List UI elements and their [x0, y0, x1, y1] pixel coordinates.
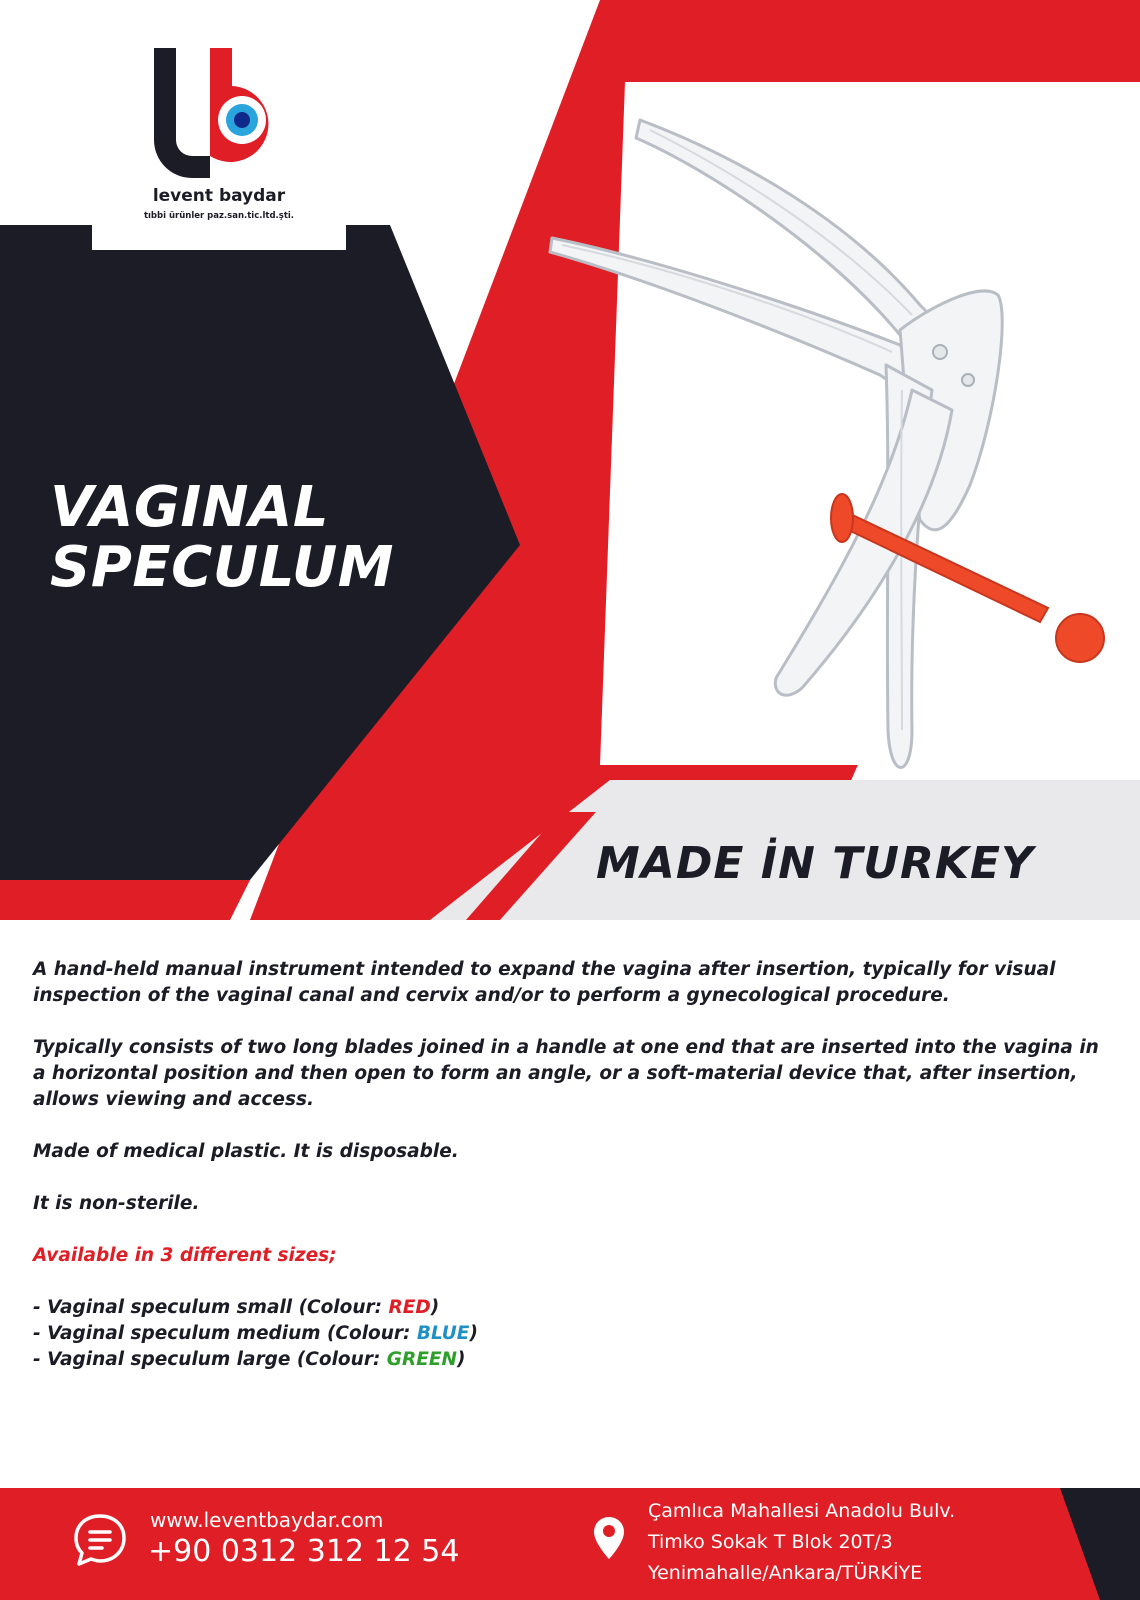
brand-logo	[92, 18, 346, 250]
sizes-heading: Available in 3 different sizes;	[33, 1245, 337, 1266]
phone-number[interactable]: +90 0312 312 12 54	[148, 1534, 460, 1569]
sizes-list	[33, 1295, 1103, 1373]
size-item-label: - Vaginal speculum medium (Colour:	[33, 1323, 417, 1344]
description-paragraph-4: It is non-sterile.	[33, 1193, 200, 1214]
size-item-close: )	[469, 1323, 478, 1344]
size-item-medium	[33, 1321, 1103, 1347]
address-line-3: Yenimahalle/Ankara/TÜRKİYE	[648, 1562, 923, 1584]
description-paragraph-1: A hand-held manual instrument intended to expand the vagina after insertion, typically for visual inspection of the vaginal canal and cervix and/or to perform a gynecological procedure.	[33, 959, 1056, 1006]
size-item-label: - Vaginal speculum small (Colour:	[33, 1297, 389, 1318]
website-link[interactable]: www.leventbaydar.com	[150, 1508, 384, 1532]
brand-tagline: tıbbi ürünler paz.san.tic.ltd.şti.	[143, 211, 295, 221]
size-item-close: )	[456, 1349, 466, 1370]
size-item-close: )	[430, 1297, 440, 1318]
size-item-small	[33, 1295, 1103, 1321]
chat-icon	[72, 1512, 128, 1568]
size-item-large	[33, 1347, 1103, 1373]
brand-logo-mark	[140, 48, 296, 188]
origin-label: MADE İN TURKEY	[596, 838, 1034, 889]
address-line-2: Timko Sokak T Blok 20T/3	[648, 1531, 893, 1553]
product-description	[33, 957, 1103, 1373]
size-colour-green: GREEN	[386, 1349, 457, 1370]
location-pin-icon	[592, 1515, 626, 1561]
product-photo	[540, 90, 1140, 810]
footer	[0, 1488, 1140, 1600]
product-title-line1: VAGINAL	[50, 475, 330, 540]
size-colour-red: RED	[388, 1297, 431, 1318]
size-colour-blue: BLUE	[416, 1323, 470, 1344]
description-paragraph-2: Typically consists of two long blades joined in a handle at one end that are inserted into the vagina in a horizontal position and then open to form an angle, or a soft-material device that, after insertion, allows viewing and access.	[33, 1037, 1099, 1110]
description-paragraph-3: Made of medical plastic. It is disposable.	[33, 1141, 459, 1162]
address-line-1: Çamlıca Mahallesi Anadolu Bulv.	[648, 1500, 956, 1522]
brand-name: levent baydar	[152, 186, 286, 206]
product-title	[50, 475, 395, 600]
address	[648, 1496, 955, 1589]
product-title-line2: SPECULUM	[50, 535, 395, 600]
size-item-label: - Vaginal speculum large (Colour:	[33, 1349, 387, 1370]
